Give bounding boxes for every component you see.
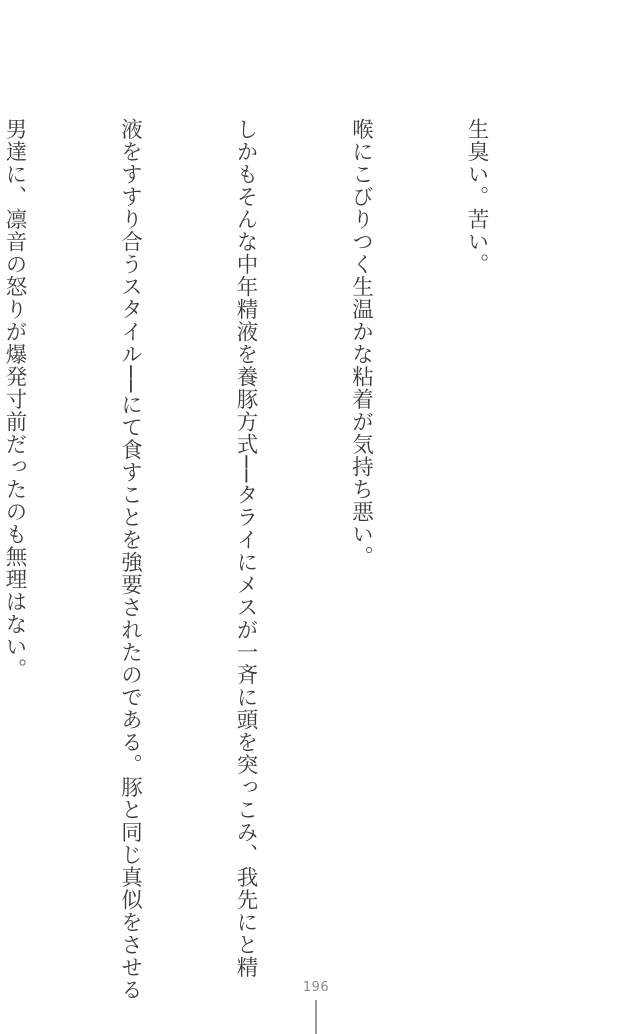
page-number: 196 (302, 980, 330, 995)
text-line: 生臭い。苦い。 (464, 118, 489, 276)
text-line: 喉にこびりつく生温かな粘着が気持ち悪い。 (348, 118, 374, 568)
text-line: 男達に、凛音の怒りが爆発寸前だったのも無理はない。 (2, 118, 27, 681)
text-line: しかもそんな中年精液を養豚方式──タライにメスが一斉に頭を突っこみ、我先にと精 (233, 118, 258, 979)
page-divider-line (315, 1000, 317, 1034)
text-line: 液をすすり合うスタイル──にて食すことを強要されたのである。豚と同じ真似をさせる (117, 118, 143, 1001)
